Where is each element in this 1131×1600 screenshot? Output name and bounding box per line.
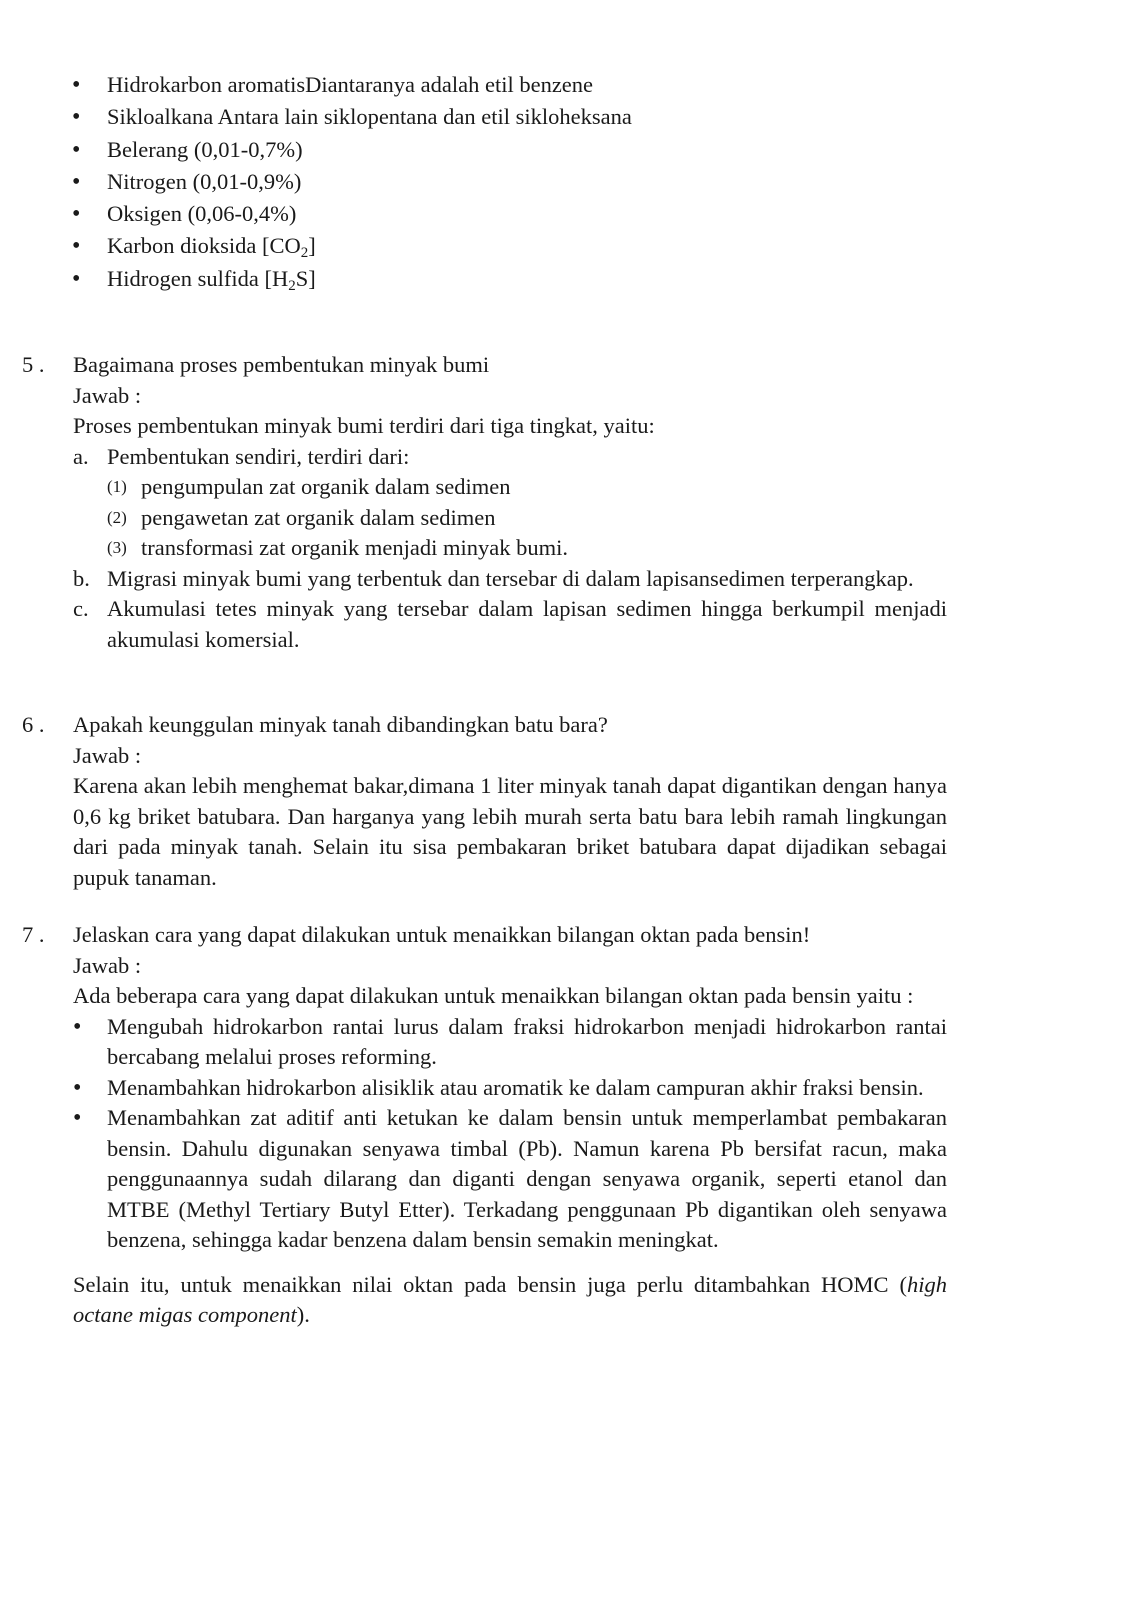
bullet-icon xyxy=(72,167,107,198)
list-item: • Belerang (0,01-0,7%) xyxy=(72,135,942,167)
answer-label: Jawab : xyxy=(73,952,142,978)
bullet-icon xyxy=(72,135,107,166)
question-5 xyxy=(22,350,947,655)
question-text: Bagaimana proses pembentukan minyak bumi xyxy=(73,352,490,377)
answer-intro: Proses pembentukan minyak bumi terdiri dari tiga tingkat, yaitu: xyxy=(73,413,655,438)
list-item: • Sikloalkana Antara lain siklopentana dan etil sikloheksana xyxy=(72,102,942,134)
list-item: b. Migrasi minyak bumi yang terbentuk dan tersebar di dalam lapisansedimen terperangkap. xyxy=(73,564,947,595)
question-6 xyxy=(22,710,947,893)
list-item-co2: • Karbon dioksida $[CO_2]$ xyxy=(72,231,942,263)
bullet-icon xyxy=(73,1103,108,1134)
bullet-icon xyxy=(73,1012,108,1043)
list-item: • Menambahkan hidrokarbon alisiklik atau aromatik ke dalam campuran akhir fraksi bensin. xyxy=(73,1073,947,1104)
question-number: 5 . xyxy=(22,352,45,377)
closing-paragraph: Selain itu, untuk menaikkan nilai oktan pada bensin juga perlu ditambahkan HOMC (high octane migas component). xyxy=(73,1271,947,1327)
bullet-icon xyxy=(73,1073,108,1104)
composition-list xyxy=(72,70,942,296)
list-item-h2s: • Hidrogen sulfida $[H_2S]$ xyxy=(72,264,942,296)
answer-label: Jawab : xyxy=(73,382,142,408)
item-marker: c. xyxy=(73,596,89,621)
bullet-icon xyxy=(72,70,107,101)
question-text: Apakah keunggulan minyak tanah dibandingkan batu bara? xyxy=(73,712,608,737)
method-list xyxy=(73,1012,947,1256)
list-item: a. Pembentukan sendiri, terdiri dari: xyxy=(73,442,947,473)
question-number: 7 . xyxy=(22,922,45,947)
list-item: c. Akumulasi tetes minyak yang tersebar dalam lapisan sedimen hingga berkumpil menjadi akumulasi komersial. xyxy=(73,596,947,652)
sub-item: (1) pengumpulan zat organik dalam sedimen xyxy=(73,472,947,503)
list-item: • Oksigen (0,06-0,4%) xyxy=(72,199,942,231)
answer-intro: Ada beberapa cara yang dapat dilakukan untuk menaikkan bilangan oktan pada bensin yaitu : xyxy=(73,983,914,1008)
answer-label: Jawab : xyxy=(73,742,142,768)
list-item: • Nitrogen (0,01-0,9%) xyxy=(72,167,942,199)
list-item: • Hidrokarbon aromatisDiantaranya adalah etil benzene xyxy=(72,70,942,102)
bullet-icon xyxy=(72,231,107,262)
list-item: • Mengubah hidrokarbon rantai lurus dalam fraksi hidrokarbon menjadi hidrokarbon rantai bercabang melalui proses reforming. xyxy=(73,1012,947,1073)
sub-item-marker: (3) xyxy=(107,538,127,557)
question-7 xyxy=(22,920,947,1331)
answer-text: Karena akan lebih menghemat bakar,dimana 1 liter minyak tanah dapat digantikan dengan hanya 0,6 kg briket batubara. Dan harganya yang lebih murah serta batu bara lebih ramah lingkungan dari pada minyak tanah. Selain itu sisa pembakaran briket batubara dapat dijadikan sebagai pupuk tanaman. xyxy=(73,773,947,890)
question-text: Jelaskan cara yang dapat dilakukan untuk menaikkan bilangan oktan pada bensin! xyxy=(73,922,811,947)
bullet-icon xyxy=(72,102,107,133)
question-number: 6 . xyxy=(22,712,45,737)
sub-item-marker: (1) xyxy=(107,477,127,496)
sub-item-marker: (2) xyxy=(107,507,127,527)
sub-item: (3) transformasi zat organik menjadi minyak bumi. xyxy=(73,533,947,564)
item-marker: b. xyxy=(73,565,90,591)
sub-item: (2) pengawetan zat organik dalam sedimen xyxy=(73,503,947,534)
bullet-icon xyxy=(72,199,107,230)
item-marker: a. xyxy=(73,443,89,469)
bullet-icon xyxy=(72,264,107,295)
list-item: • Menambahkan zat aditif anti ketukan ke dalam bensin untuk memperlambat pembakaran bensin. Dahulu digunakan senyawa timbal (Pb). Namun karena Pb bersifat racun, maka penggunaannya sudah dilarang dan diganti dengan senyawa organik, seperti etanol dan MTBE (Methyl Tertiary Butyl Etter). Terkadang penggunaan Pb digantikan oleh senyawa benzena, sehingga kadar benzena dalam bensin semakin meningkat. xyxy=(73,1103,947,1256)
